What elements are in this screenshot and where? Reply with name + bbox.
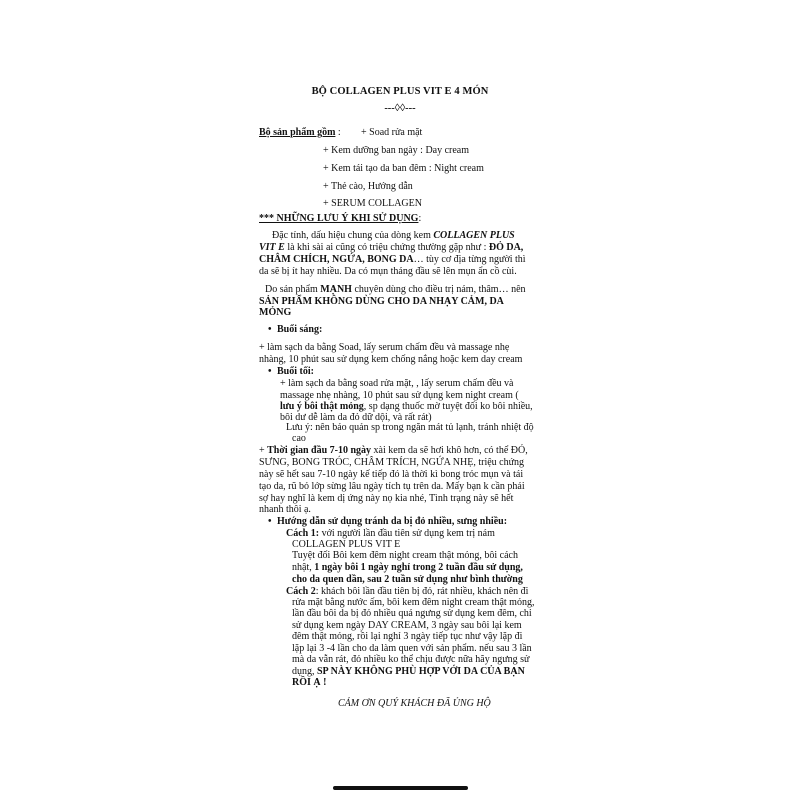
method-2-line: sử dụng kem ngày DAY CREAM, 3 ngày sau bôi lại kem (292, 620, 522, 631)
notes-heading-colon: : (418, 213, 422, 224)
method-2-line: lặp lại 3 -4 lần cho da làm quen với sản phẩm. nếu sau 3 lần (292, 643, 532, 654)
method-2-line: mà da vẫn rát, đỏ nhiều ko thể chịu được nữa hãy ngưng sử (292, 654, 530, 665)
document-title: BỘ COLLAGEN PLUS VIT E 4 MÓN (311, 86, 489, 97)
title-divider: ---◊◊--- (384, 103, 416, 114)
kit-item: + Kem tái tạo da ban đêm : Night cream (323, 163, 484, 174)
morning-heading: • Buổi sáng: (277, 324, 322, 336)
method-1-line: COLLAGEN PLUS VIT E (292, 539, 401, 550)
thank-you-note: CẢM ƠN QUÝ KHÁCH ĐÃ ỦNG HỘ (338, 698, 491, 709)
p1-product-name: COLLAGEN PLUS (433, 230, 515, 241)
period-text: xài kem da sẽ hơi khô hơn, có thể ĐỎ, (371, 445, 528, 456)
period-text: + (259, 445, 268, 456)
p1-symptom: CHÂM CHÍCH, NGỨA, BONG DA (259, 254, 414, 265)
p1-symptom: ĐỎ DA, (488, 242, 524, 253)
evening-line: bôi dư dễ làm da đỏ dữ dội, và rất rát) (280, 412, 432, 423)
p1-text: là khi sài ai cũng có triệu chứng thường gặp như : (284, 242, 489, 253)
p2-line-3: MỎNG (259, 307, 292, 318)
period-line: này sẽ hết sau 7-10 ngày kế tiếp đó là thời kì bong tróc mụn và tái (259, 469, 524, 480)
method-2-label: Cách 2 (286, 586, 316, 597)
p2-text: chuyên dùng cho điều trị nám, thâm… nên (351, 284, 526, 295)
method-1-line: cho da quen dần, sau 2 tuần sử dụng như bình thường (292, 574, 523, 585)
p1-line-4: da sẽ bị ít hay nhiều. Da có mụn tháng đầu sẽ lên mụn ẩn cồ cùi. (259, 266, 517, 277)
p2-line-1 (265, 284, 526, 296)
kit-label-line (259, 127, 341, 139)
p1-line-1 (272, 230, 515, 242)
method-2-line (292, 666, 525, 678)
period-line: SƯNG, BONG TRÓC, CHÂM TRÍCH, NGỨA NHẸ, triệu chứng (259, 457, 525, 468)
kit-item: + Kem dưỡng ban ngày : Day cream (323, 145, 470, 156)
morning-line: + làm sạch da bằng Soad, lấy serum chấm đều và massage nhẹ (259, 342, 510, 353)
storage-note: cao (292, 433, 306, 444)
home-indicator[interactable] (333, 786, 468, 790)
evening-heading: • Buổi tối: (277, 366, 314, 378)
p1-line-3 (259, 254, 526, 266)
p1-text: Đặc tính, dấu hiệu chung của dòng kem (272, 230, 434, 241)
period-line: sợ hay nghĩ là kem dị ứng này nọ kia nhé, Tình trạng này sẽ hết (259, 493, 514, 504)
p2-line-2: SẢN PHẨM KHÔNG DÙNG CHO DA NHẠY CẢM, DA (259, 296, 504, 307)
period-line: tạo da, rũ bỏ lớp sừng lâu ngày tích tụ trên da. Mấy bạn k cần phải (259, 481, 525, 492)
p1-product-name-2: VIT E (259, 242, 285, 253)
method-2-text: : khách bôi lần đầu tiên bị đỏ, rát nhiều, khách nên đi (315, 586, 529, 597)
p2-text: Do sản phẩm (265, 284, 321, 295)
method-2-strong: SP NÀY KHÔNG PHÙ HỢP VỚI DA CỦA BẠN (317, 666, 525, 677)
kit-item: + Thẻ cào, Hướng dẫn (323, 181, 413, 192)
p2-strong: MẠNH (320, 284, 352, 295)
notes-heading-line (259, 213, 421, 225)
period-line: nhanh thôi ạ. (259, 504, 311, 515)
method-1-label: Cách 1: (286, 528, 320, 539)
method-1-line (286, 528, 495, 540)
storage-note: Lưu ý: nên bảo quản sp trong ngăn mát tủ lạnh, tránh nhiệt độ (286, 422, 534, 433)
method-1-line (292, 562, 523, 574)
kit-item: + SERUM COLLAGEN (323, 198, 422, 209)
evening-warning: lưu ý bôi thật mỏng (280, 401, 364, 412)
kit-label: Bộ sản phẩm gồm (259, 127, 336, 138)
method-2-line: rửa mặt bằng nước ấm, bôi kem đêm night cream thật mỏng, (292, 597, 535, 608)
method-1-text: nhật, (292, 562, 315, 573)
kit-item: + Soad rửa mặt (361, 127, 423, 138)
evening-text: , sp dạng thuốc mờ tuyệt đối ko bôi nhiều, (363, 401, 533, 412)
method-2-line: lần đầu bôi da bị đỏ nhiều quá ngưng sử dụng kem đêm, chỉ (292, 608, 532, 619)
method-2-line: RỒI Ạ ! (292, 677, 327, 688)
method-1-strong: 1 ngày bôi 1 ngày nghỉ trong 2 tuần đầu sử dụng, (314, 562, 523, 573)
method-2-line: đêm thật mỏng, rồi lại nghỉ 3 ngày tiếp tục như vậy lặp đi (292, 631, 523, 642)
p1-text: … tùy cơ địa từng người thì (413, 254, 526, 265)
method-1-line: Tuyệt đối Bôi kem đêm night cream thật mỏng, bôi cách (292, 550, 518, 561)
evening-line: massage nhẹ nhàng, 10 phút sau sử dụng kem night cream ( (280, 390, 519, 401)
morning-line: nhàng, 10 phút sau sử dụng kem chống nắng hoặc kem day cream (259, 354, 523, 365)
method-1-text: với người lần đầu tiên sử dụng kem trị nám (319, 528, 495, 539)
period-strong: Thời gian đầu 7-10 ngày (267, 445, 372, 456)
kit-label-colon: : (337, 127, 341, 138)
evening-line: + làm sạch da bằng soad rửa mặt, , lấy serum chấm đều và (280, 378, 514, 389)
notes-heading: *** NHỮNG LƯU Ý KHI SỬ DỤNG (259, 213, 419, 224)
guide-heading: • Hướng dẫn sử dụng tránh da bị đỏ nhiều, sưng nhiều: (277, 516, 507, 528)
method-2-text: dụng, (292, 666, 317, 677)
p1-line-2 (259, 242, 523, 254)
method-2-line (286, 586, 528, 598)
period-line-1 (259, 445, 528, 457)
evening-line (280, 401, 533, 413)
